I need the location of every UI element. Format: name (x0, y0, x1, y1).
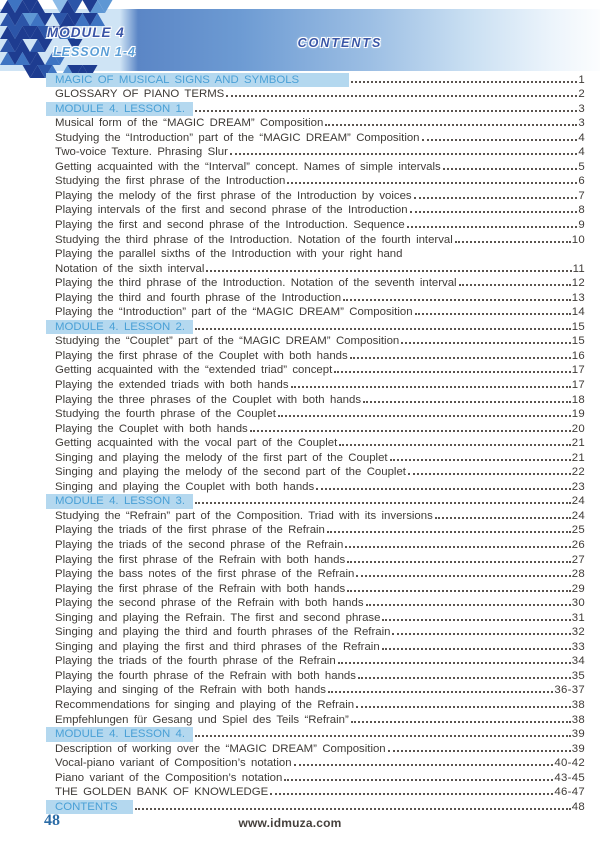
toc-entry-page: 17 (571, 378, 585, 391)
toc-entry[interactable] (55, 334, 585, 349)
dotted-leader (334, 371, 570, 373)
toc-entry-page: 6 (578, 175, 585, 188)
toc-entry-page: 17 (571, 364, 585, 377)
toc-entry-label: Playing the first phrase of the Refrain with both hands (55, 582, 346, 595)
toc-entry-page: 10 (571, 233, 585, 246)
toc-entry-label: Playing the Couplet with both hands (55, 422, 248, 435)
toc-entry[interactable] (55, 87, 585, 102)
dotted-leader (278, 415, 571, 417)
toc-entry-page: 11 (572, 262, 585, 275)
toc-entry-label: Playing the “Introduction” part of the “MAGIC DREAM” Composition (55, 306, 413, 319)
toc-entry-label: Description of working over the “MAGIC DREAM” Composition (55, 742, 386, 755)
dotted-leader (327, 531, 571, 533)
toc-entry-page: 33 (571, 640, 585, 653)
dotted-leader (347, 590, 571, 592)
dotted-leader (345, 546, 570, 548)
toc-entry-page: 35 (571, 669, 585, 682)
dotted-leader (390, 459, 571, 461)
dotted-leader (414, 197, 578, 199)
toc-entry-label: Playing the fourth phrase of the Refrain with both hands (55, 669, 356, 682)
toc-entry-label: Singing and playing the melody of the second part of the Couplet (55, 466, 406, 479)
toc-entry[interactable] (55, 771, 585, 786)
toc-entry[interactable] (55, 713, 585, 728)
toc-entry-label: Playing the three phrases of the Couplet with both hands (55, 393, 362, 406)
toc-entry[interactable] (55, 73, 585, 88)
toc-entry-label: Studying the third phrase of the Introduction. Notation of the fourth interval (55, 233, 453, 246)
dotted-leader (363, 401, 571, 403)
toc-entry-page: 4 (578, 131, 585, 144)
toc-entry-page: 24 (571, 509, 585, 522)
toc-entry-page: 48 (571, 800, 585, 813)
dotted-leader (435, 517, 571, 519)
toc-entry-page: 16 (571, 349, 585, 362)
toc-entry-page: 3 (578, 117, 585, 130)
toc-entry-label: Playing the parallel sixths of the Introduction with your right hand (55, 248, 403, 261)
toc-entry[interactable] (55, 669, 585, 684)
toc-entry-page: 3 (578, 102, 585, 115)
dotted-leader (195, 328, 571, 330)
dotted-leader (339, 444, 570, 446)
dotted-leader (250, 430, 571, 432)
toc-entry-page: 40-42 (554, 757, 585, 770)
footer-website-link[interactable]: www.idmuza.com (238, 816, 342, 830)
toc-entry-label: Notation of the sixth interval (55, 262, 205, 275)
toc-entry-page: 39 (571, 728, 585, 741)
toc-entry-page: 4 (578, 146, 585, 159)
toc-entry[interactable] (55, 625, 585, 640)
toc-entry-label: Playing the triads of the first phrase of the Refrain (55, 524, 325, 537)
toc-entry-label: Two-voice Texture. Phrasing Slur (55, 146, 228, 159)
toc-entry[interactable] (55, 436, 585, 451)
toc-entry-label: Empfehlungen für Gesang und Spiel des Teils “Refrain” (55, 713, 349, 726)
dotted-leader (408, 473, 571, 475)
toc-entry-label: Musical form of the “MAGIC DREAM” Composition (55, 117, 324, 130)
toc-entry-page: 9 (578, 218, 585, 231)
dotted-leader (455, 241, 571, 243)
toc-entry-label: Playing the bass notes of the first phrase of the Refrain (55, 568, 355, 581)
dotted-leader (351, 721, 571, 723)
toc-entry[interactable] (55, 320, 585, 335)
toc-entry[interactable] (55, 451, 585, 466)
toc-entry-label: Recommendations for singing and playing of the Refrain (55, 699, 355, 712)
dotted-leader (206, 270, 571, 272)
toc-entry[interactable] (55, 174, 585, 189)
footer-page-number: 48 (44, 812, 60, 829)
toc-entry[interactable] (55, 203, 585, 218)
toc-entry-page: 38 (571, 713, 585, 726)
toc-entry[interactable] (55, 567, 585, 582)
toc-entry[interactable] (55, 683, 585, 698)
dotted-leader (459, 284, 571, 286)
toc-entry-label: Getting acquainted with the “extended triad” concept (55, 364, 333, 377)
toc-entry-page: 27 (571, 553, 585, 566)
dotted-leader (410, 211, 578, 213)
toc-entry-page: 5 (578, 160, 585, 173)
toc-entry-label: CONTENTS (46, 800, 133, 815)
toc-entry-page: 31 (571, 611, 585, 624)
dotted-leader (195, 110, 577, 112)
dotted-leader (135, 808, 571, 810)
toc-entry-page: 19 (571, 408, 585, 421)
dotted-leader (316, 488, 571, 490)
toc-entry[interactable] (55, 494, 585, 509)
toc-entry-label: Singing and playing the melody of the first part of the Couplet (55, 451, 388, 464)
toc-entry[interactable] (55, 349, 585, 364)
lesson-label: LESSON 1-4 (53, 45, 136, 59)
toc-entry-page: 20 (571, 422, 585, 435)
toc-entry[interactable] (55, 523, 585, 538)
dotted-leader (294, 764, 554, 766)
toc-entry[interactable] (55, 756, 585, 771)
toc-entry-page: 38 (571, 699, 585, 712)
toc-entry-page: 39 (571, 742, 585, 755)
toc-entry-label: MAGIC OF MUSICAL SIGNS AND SYMBOLS (46, 73, 349, 88)
toc-entry-label: Studying the first phrase of the Introduction (55, 175, 286, 188)
toc-entry[interactable] (55, 582, 585, 597)
toc-entry-page: 43-45 (554, 771, 585, 784)
toc-entry-label: Playing the melody of the first phrase of the Introduction by voices (55, 189, 412, 202)
toc-entry-page: 14 (571, 306, 585, 319)
toc-entry[interactable] (55, 116, 585, 131)
toc-entry-page: 28 (571, 568, 585, 581)
dotted-leader (366, 604, 571, 606)
toc-entry-label: GLOSSARY OF PIANO TERMS (55, 88, 225, 101)
page-title: CONTENTS (297, 36, 383, 50)
toc-entry-label: Singing and playing the first and third phrases of the Refrain (55, 640, 380, 653)
toc-entry[interactable] (55, 538, 585, 553)
toc-entry-label: Playing the first and second phrase of the Introduction. Sequence (55, 218, 405, 231)
toc-entry-page: 24 (571, 495, 585, 508)
toc-entry-label: Playing the triads of the fourth phrase of the Refrain (55, 655, 336, 668)
toc-entry-page: 2 (578, 88, 585, 101)
toc-entry[interactable] (55, 102, 585, 117)
toc-entry-label: Studying the “Introduction” part of the “MAGIC DREAM” Composition (55, 131, 420, 144)
toc-entry-page: 26 (571, 539, 585, 551)
toc-entry[interactable] (55, 247, 585, 262)
toc-entry[interactable] (55, 553, 585, 568)
toc-entry[interactable] (55, 262, 585, 277)
toc-entry-label: Playing intervals of the first and second phrase of the Introduction (55, 204, 408, 217)
dotted-leader (407, 226, 578, 228)
toc-entry-page: 15 (571, 335, 585, 348)
dotted-leader (226, 95, 577, 97)
toc-entry-label: Playing the third and fourth phrase of the Introduction (55, 291, 342, 304)
dotted-leader (382, 619, 570, 621)
toc-entry[interactable] (55, 480, 585, 495)
toc-entry-label: Playing the triads of the second phrase of the Refrain (55, 539, 344, 551)
dotted-leader (382, 648, 571, 650)
toc-entry-label: Singing and playing the Couplet with both hands (55, 480, 315, 493)
dotted-leader (343, 299, 571, 301)
toc-entry[interactable] (55, 640, 585, 655)
toc-list (55, 73, 585, 815)
toc-entry[interactable] (55, 785, 585, 800)
toc-entry-label: Singing and playing the Refrain. The first and second phrase (55, 611, 381, 624)
dotted-leader (287, 182, 577, 184)
toc-entry-page: 32 (571, 626, 585, 639)
toc-entry[interactable] (55, 363, 585, 378)
dotted-leader (401, 342, 570, 344)
dotted-leader (325, 124, 577, 126)
toc-entry[interactable] (55, 218, 585, 233)
toc-entry[interactable] (55, 611, 585, 626)
toc-entry-page: 22 (571, 466, 585, 479)
toc-entry[interactable] (55, 596, 585, 611)
dotted-leader (284, 779, 553, 781)
dotted-leader (392, 633, 570, 635)
toc-entry-page: 13 (571, 291, 585, 304)
dotted-leader (291, 386, 571, 388)
dotted-leader (195, 502, 571, 504)
toc-entry[interactable] (55, 131, 585, 146)
dotted-leader (415, 313, 571, 315)
toc-entry[interactable] (55, 654, 585, 669)
dotted-leader (328, 691, 553, 693)
toc-entry[interactable] (55, 509, 585, 524)
dotted-leader (338, 662, 571, 664)
toc-entry-page: 18 (571, 393, 585, 406)
toc-entry[interactable] (55, 305, 585, 320)
toc-entry-label: Studying the “Couplet” part of the “MAGIC DREAM” Composition (55, 335, 400, 348)
module-label: MODULE 4 (47, 25, 125, 40)
toc-entry[interactable] (55, 422, 585, 437)
toc-entry[interactable] (55, 160, 585, 175)
dotted-leader (351, 81, 577, 83)
toc-entry[interactable] (55, 698, 585, 713)
toc-entry-page: 23 (571, 480, 585, 493)
toc-entry-page: 1 (578, 73, 585, 86)
toc-entry-label: THE GOLDEN BANK OF KNOWLEDGE (55, 786, 269, 799)
toc-entry-page: 29 (571, 582, 585, 595)
toc-entry-page: 25 (571, 524, 585, 537)
dotted-leader (388, 750, 571, 752)
dotted-leader (356, 575, 570, 577)
toc-entry-label: Studying the fourth phrase of the Couplet (55, 408, 276, 421)
toc-entry-page: 30 (571, 597, 585, 610)
toc-entry[interactable] (55, 378, 585, 393)
toc-entry-label: MODULE 4. LESSON 4. (46, 727, 193, 742)
toc-entry-label: MODULE 4. LESSON 3. (46, 494, 193, 509)
toc-entry-label: Playing the extended triads with both hands (55, 378, 289, 391)
dotted-leader (443, 168, 578, 170)
toc-entry-label: Getting acquainted with the “Interval” concept. Names of simple intervals (55, 160, 441, 173)
dotted-leader (195, 735, 571, 737)
toc-entry-label: Playing the second phrase of the Refrain with both hands (55, 597, 364, 610)
toc-entry-label: Vocal-piano variant of Composition’s notation (55, 757, 292, 770)
toc-entry[interactable] (55, 189, 585, 204)
toc-entry-label: Playing the first phrase of the Couplet with both hands (55, 349, 348, 362)
dotted-leader (358, 677, 571, 679)
dotted-leader (356, 706, 571, 708)
toc-entry-page: 34 (571, 655, 585, 668)
toc-entry-page: 21 (571, 451, 585, 464)
toc-entry-label: Playing the third phrase of the Introduction. Notation of the seventh interval (55, 277, 457, 290)
toc-entry-page: 8 (578, 204, 585, 217)
toc-entry[interactable] (55, 276, 585, 291)
toc-entry[interactable] (55, 465, 585, 480)
toc-entry-label: Playing and singing of the Refrain with both hands (55, 684, 326, 697)
toc-entry[interactable] (55, 291, 585, 306)
toc-entry-page: 46-47 (554, 786, 585, 799)
toc-entry-page: 12 (571, 277, 585, 290)
toc-entry-label: Piano variant of the Composition’s notation (55, 771, 283, 784)
dotted-leader (422, 139, 578, 141)
toc-entry-label: MODULE 4. LESSON 1. (46, 102, 193, 117)
toc-entry-label: MODULE 4. LESSON 2. (46, 320, 193, 335)
toc-entry[interactable] (55, 800, 585, 815)
toc-entry-page: 21 (571, 437, 585, 450)
toc-entry[interactable] (55, 393, 585, 408)
dotted-leader (347, 561, 571, 563)
toc-entry[interactable] (55, 407, 585, 422)
toc-entry-page: 7 (578, 189, 585, 202)
dotted-leader (270, 793, 553, 795)
toc-entry-page: 36-37 (554, 684, 585, 697)
toc-entry-label: Studying the “Refrain” part of the Composition. Triad with its inversions (55, 509, 433, 522)
toc-entry-label: Singing and playing the third and fourth phrases of the Refrain (55, 626, 391, 639)
toc-entry[interactable] (55, 742, 585, 757)
toc-entry[interactable] (55, 233, 585, 248)
toc-entry-page: 15 (571, 320, 585, 333)
toc-entry-label: Getting acquainted with the vocal part of the Couplet (55, 437, 338, 450)
dotted-leader (230, 153, 577, 155)
toc-entry[interactable] (55, 145, 585, 160)
dotted-leader (350, 357, 571, 359)
toc-entry-label: Playing the first phrase of the Refrain with both hands (55, 553, 346, 566)
toc-entry[interactable] (55, 727, 585, 742)
